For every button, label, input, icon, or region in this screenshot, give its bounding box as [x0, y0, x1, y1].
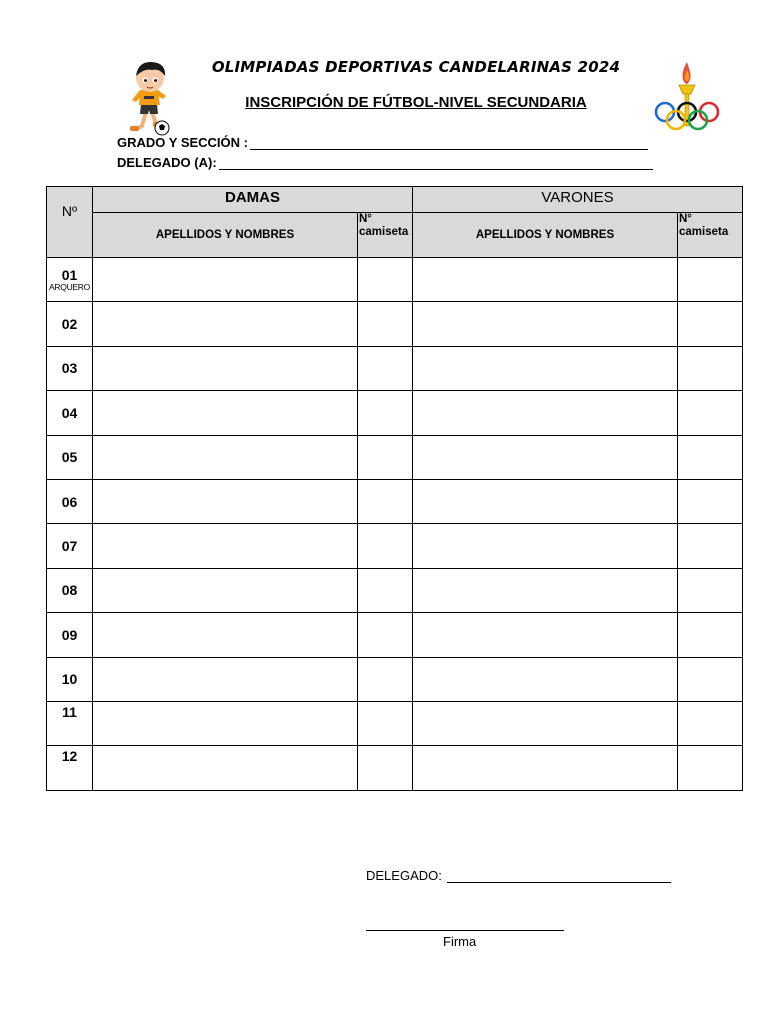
- varones-name-cell[interactable]: [413, 435, 678, 479]
- varones-name-cell[interactable]: [413, 746, 678, 790]
- row-number-text: 12: [61, 748, 78, 765]
- table-row: [47, 657, 743, 701]
- table-row: [47, 746, 743, 790]
- varones-shirt-cell[interactable]: [678, 391, 743, 435]
- grado-seccion-field[interactable]: [117, 135, 648, 150]
- signature-label: Firma: [443, 934, 477, 949]
- table-row: [47, 258, 743, 302]
- table-row: [47, 302, 743, 346]
- damas-name-cell[interactable]: [93, 568, 358, 612]
- varones-shirt-cell[interactable]: [678, 657, 743, 701]
- damas-shirt-cell[interactable]: [358, 524, 413, 568]
- registration-table: [46, 186, 743, 791]
- varones-name-cell[interactable]: [413, 657, 678, 701]
- varones-shirt-cell[interactable]: [678, 613, 743, 657]
- row-number: [47, 701, 93, 745]
- damas-name-cell[interactable]: [93, 524, 358, 568]
- varones-name-cell[interactable]: [413, 391, 678, 435]
- table-row: [47, 524, 743, 568]
- row-number: [47, 346, 93, 390]
- damas-name-cell[interactable]: [93, 391, 358, 435]
- varones-name-cell[interactable]: [413, 346, 678, 390]
- footer-delegado-line[interactable]: [447, 869, 671, 883]
- damas-name-cell[interactable]: [93, 258, 358, 302]
- table-row: [47, 391, 743, 435]
- varones-names-header: APELLIDOS Y NOMBRES: [413, 213, 678, 258]
- row-number: [47, 435, 93, 479]
- varones-shirt-cell[interactable]: [678, 258, 743, 302]
- damas-shirt-cell[interactable]: [358, 391, 413, 435]
- varones-shirt-cell[interactable]: [678, 746, 743, 790]
- row-number-text: 03: [61, 360, 78, 377]
- varones-shirt-cell[interactable]: [678, 524, 743, 568]
- damas-name-cell[interactable]: [93, 302, 358, 346]
- varones-name-cell[interactable]: [413, 302, 678, 346]
- damas-shirt-cell[interactable]: [358, 302, 413, 346]
- row-number: [47, 524, 93, 568]
- varones-name-cell[interactable]: [413, 701, 678, 745]
- grado-seccion-label: GRADO Y SECCIÓN :: [117, 135, 248, 150]
- row-number-text: 07: [61, 538, 78, 555]
- row-number: [47, 568, 93, 612]
- damas-name-cell[interactable]: [93, 479, 358, 523]
- varones-shirt-cell[interactable]: [678, 346, 743, 390]
- damas-shirt-cell[interactable]: [358, 613, 413, 657]
- table-row: [47, 346, 743, 390]
- row-number: [47, 613, 93, 657]
- damas-name-cell[interactable]: [93, 346, 358, 390]
- damas-header: DAMAS: [93, 187, 413, 213]
- delegado-field[interactable]: [117, 155, 653, 170]
- varones-shirt-header: N° camiseta: [678, 213, 743, 258]
- damas-name-cell[interactable]: [93, 613, 358, 657]
- delegado-label: DELEGADO (A):: [117, 155, 217, 170]
- document-title: OLIMPIADAS DEPORTIVAS CANDELARINAS 2024: [211, 58, 621, 76]
- damas-shirt-cell[interactable]: [358, 258, 413, 302]
- varones-shirt-cell[interactable]: [678, 479, 743, 523]
- damas-shirt-cell[interactable]: [358, 568, 413, 612]
- row-number-text: 05: [61, 449, 78, 466]
- damas-name-cell[interactable]: [93, 746, 358, 790]
- damas-name-cell[interactable]: [93, 435, 358, 479]
- damas-shirt-cell[interactable]: [358, 701, 413, 745]
- damas-shirt-cell[interactable]: [358, 479, 413, 523]
- damas-shirt-header: N° camiseta: [358, 213, 413, 258]
- row-number-text: 02: [61, 316, 78, 333]
- varones-shirt-cell[interactable]: [678, 435, 743, 479]
- table-row: [47, 435, 743, 479]
- table-row: [47, 613, 743, 657]
- damas-shirt-cell[interactable]: [358, 657, 413, 701]
- row-number: [47, 479, 93, 523]
- footer-delegado-field[interactable]: [366, 868, 671, 883]
- varones-name-cell[interactable]: [413, 258, 678, 302]
- footer-delegado-label: DELEGADO:: [366, 868, 442, 883]
- row-number-text: 06: [61, 493, 78, 510]
- table-row: [47, 479, 743, 523]
- document-subtitle: INSCRIPCIÓN DE FÚTBOL-NIVEL SECUNDARIA: [245, 94, 587, 111]
- varones-name-cell[interactable]: [413, 479, 678, 523]
- varones-shirt-cell[interactable]: [678, 302, 743, 346]
- row-number-text: 09: [61, 626, 78, 643]
- varones-name-cell[interactable]: [413, 613, 678, 657]
- row-number: [47, 302, 93, 346]
- varones-header: VARONES: [413, 187, 743, 213]
- varones-shirt-cell[interactable]: [678, 568, 743, 612]
- row-number: [47, 258, 93, 302]
- damas-name-cell[interactable]: [93, 701, 358, 745]
- row-number-text: 04: [61, 404, 78, 421]
- row-number: [47, 391, 93, 435]
- grado-seccion-line[interactable]: [250, 137, 648, 150]
- row-number-text: 01: [61, 267, 78, 284]
- varones-name-cell[interactable]: [413, 568, 678, 612]
- table-row: [47, 568, 743, 612]
- row-number: [47, 657, 93, 701]
- varones-name-cell[interactable]: [413, 524, 678, 568]
- row-number-text: 08: [61, 582, 78, 599]
- row-number-text: 11: [62, 703, 77, 720]
- delegado-line[interactable]: [219, 157, 653, 170]
- damas-shirt-cell[interactable]: [358, 746, 413, 790]
- number-column-header: Nº: [47, 187, 93, 258]
- row-note: ARQUERO: [49, 282, 90, 293]
- row-number-text: 10: [61, 671, 78, 688]
- damas-shirt-cell[interactable]: [358, 435, 413, 479]
- varones-shirt-cell[interactable]: [678, 701, 743, 745]
- table-row: [47, 701, 743, 745]
- damas-names-header: APELLIDOS Y NOMBRES: [93, 213, 358, 258]
- damas-name-cell[interactable]: [93, 657, 358, 701]
- row-number: [47, 746, 93, 790]
- signature-line[interactable]: [366, 930, 564, 931]
- damas-shirt-cell[interactable]: [358, 346, 413, 390]
